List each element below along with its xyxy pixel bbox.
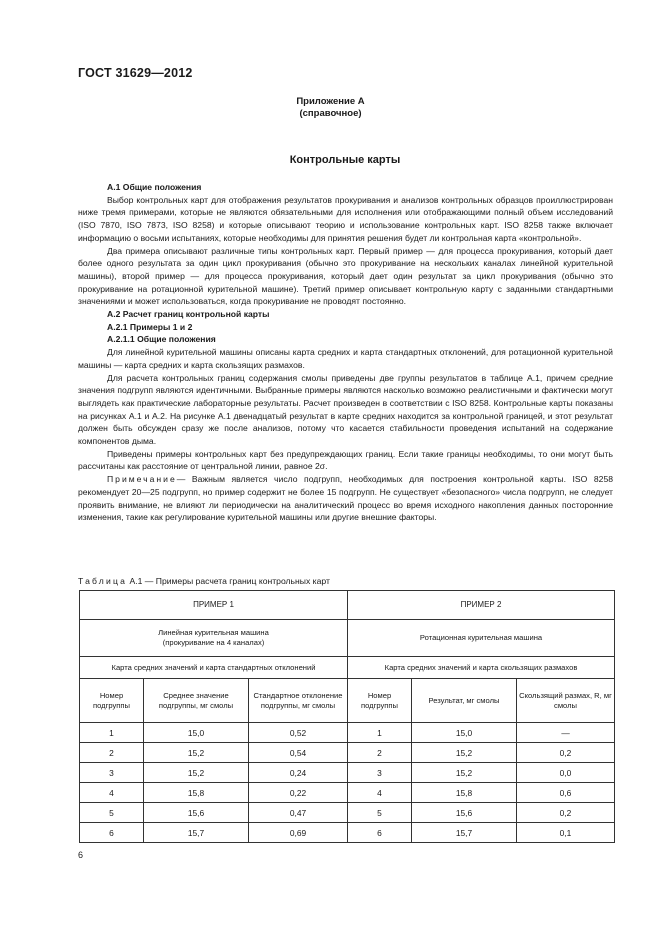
cell-sd: 0,54 [249, 743, 348, 763]
section-title: Контрольные карты [289, 154, 401, 166]
note [78, 473, 613, 524]
table-chart-row [80, 657, 615, 679]
table-row [80, 763, 615, 783]
paragraph-a1-1: Выбор контрольных карт для отображения результатов прокуривания и анализов контрольных образцов проиллюстрирован ниже тремя примерами, которые не являются обязательными для исполнения или отображающими полный объем исследований (ISO 7870, ISO 7873, ISO 8258) и которые описывают теорию и использование контрольных карт. ISO 8258 также включает информацию о восьми испытаниях, которые необходимы для принятия решения будет ли контрольная карта «контрольной». [78, 194, 613, 243]
cell-result: 15,2 [412, 763, 517, 783]
cell-subgroup-2: 2 [348, 743, 412, 763]
heading-a2-1-1: А.2.1.1 Общие положения [107, 334, 216, 345]
cell-subgroup-2: 3 [348, 763, 412, 783]
cell-range: 0,1 [517, 823, 615, 843]
table-row [80, 743, 615, 763]
cell-mean: 15,6 [144, 803, 249, 823]
col-header-subgroup-1: Номер подгруппы [80, 679, 144, 723]
heading-a2: А.2 Расчет границ контрольной карты [107, 309, 270, 320]
example2-chart: Карта средних значений и карта скользящих размахов [348, 657, 615, 679]
cell-mean: 15,2 [144, 763, 249, 783]
table-column-headers [80, 679, 615, 723]
table-row [80, 783, 615, 803]
paragraph-a2-2: Для расчета контрольных границ содержания смолы приведены две группы результатов в таблице А.1, причем средние значения подгрупп являются идентичными. Выбранные примеры являются насколько возможно реалистичными и фактически могут выглядеть как практические лабораторные результаты. Расчет произведен в соответствии с ISO 8258. Контрольные карты показаны на рисунках А.1 и А.2. На рисунке А.1 двенадцатый результат в карте средних находится за контрольной границей, и этот результат должен быть обсужден сразу же после анализов, потому что касается стабильности проведения испытаний на содержание компонентов дыма. [78, 372, 613, 447]
control-limits-table [79, 590, 615, 843]
example1-title: ПРИМЕР 1 [80, 591, 348, 620]
cell-result: 15,8 [412, 783, 517, 803]
example1-machine [80, 620, 348, 657]
cell-subgroup-2: 5 [348, 803, 412, 823]
heading-a2-1: А.2.1 Примеры 1 и 2 [107, 321, 193, 332]
paragraph-a2-1: Для линейной курительной машины описаны карта средних и карта стандартных отклонений, для ротационной курительной машины — карта средних и карта скользящих размахов. [78, 347, 613, 370]
page-number: 6 [78, 850, 84, 860]
example1-machine-line2: (прокуривание на 4 каналах) [162, 638, 265, 647]
cell-sd: 0,24 [249, 763, 348, 783]
appendix-heading [0, 96, 661, 120]
cell-subgroup-2: 6 [348, 823, 412, 843]
note-text: — Важным является число подгрупп, необходимых для построения контрольной карты. ISO 8258 рекомендует 20—25 подгрупп, но пример содержит не более 15 подгрупп. Не существует «безопасного» числа подгрупп, не следует проявить внимание, не влияют ли периодически на аналитический процесс во время исходного накопления данных посторонние изменения, такие как регулирование курительной машины или другие внешние факторы. [78, 474, 613, 523]
appendix-title: Приложение А [296, 96, 365, 107]
cell-range: 0,6 [517, 783, 615, 803]
cell-range: — [517, 723, 615, 743]
note-label: Примечание [107, 474, 177, 485]
cell-mean: 15,2 [144, 743, 249, 763]
heading-a1: А.1 Общие положения [107, 182, 202, 192]
col-header-mean: Среднее значение подгруппы, мг смолы [144, 679, 249, 723]
cell-sd: 0,52 [249, 723, 348, 743]
table-caption-label: Таблица [78, 576, 128, 586]
paragraph-a1-2: Два примера описывают различные типы контрольных карт. Первый пример — для процесса прокуривания, который дает более одного результата за один цикл прокуривания (обычно это прокуривание на нескольких каналах линейной курительной машины), второй пример — для процесса прокуривания, который дает один результат за цикл прокуривания (обычно это прокуривание на ротационной курительной машине). Третий пример описывает контрольную карту с заданными стандартными значениями и может использоваться, когда прокуривание не проводят постоянно. [78, 245, 613, 307]
col-header-range: Скользящий размах, R, мг смолы [517, 679, 615, 723]
col-header-subgroup-2: Номер подгруппы [348, 679, 412, 723]
example1-chart: Карта средних значений и карта стандартных отклонений [80, 657, 348, 679]
table-row [80, 723, 615, 743]
cell-subgroup-1: 6 [80, 823, 144, 843]
cell-range: 0,2 [517, 803, 615, 823]
col-header-result: Результат, мг смолы [412, 679, 517, 723]
cell-result: 15,0 [412, 723, 517, 743]
table-caption [78, 576, 330, 586]
col-header-sd: Стандартное отклонение подгруппы, мг смолы [249, 679, 348, 723]
example2-title: ПРИМЕР 2 [348, 591, 615, 620]
cell-result: 15,7 [412, 823, 517, 843]
cell-range: 0,0 [517, 763, 615, 783]
cell-subgroup-1: 3 [80, 763, 144, 783]
table-caption-text: А.1 — Примеры расчета границ контрольных карт [129, 576, 330, 586]
table-header-row [80, 591, 615, 620]
cell-subgroup-2: 4 [348, 783, 412, 803]
cell-subgroup-1: 4 [80, 783, 144, 803]
cell-sd: 0,47 [249, 803, 348, 823]
table-row [80, 803, 615, 823]
appendix-subtitle: (справочное) [299, 108, 362, 119]
cell-mean: 15,0 [144, 723, 249, 743]
cell-sd: 0,22 [249, 783, 348, 803]
cell-subgroup-1: 1 [80, 723, 144, 743]
example1-machine-line1: Линейная курительная машина [158, 628, 269, 637]
table-row [80, 823, 615, 843]
cell-range: 0,2 [517, 743, 615, 763]
cell-result: 15,2 [412, 743, 517, 763]
cell-mean: 15,8 [144, 783, 249, 803]
paragraph-a2-3: Приведены примеры контрольных карт без предупреждающих границ. Если такие границы необходимы, то они могут быть рассчитаны как расстояние от центральной линии, равное 2σ. [78, 448, 613, 472]
body-text [78, 181, 613, 524]
cell-sd: 0,69 [249, 823, 348, 843]
cell-result: 15,6 [412, 803, 517, 823]
cell-mean: 15,7 [144, 823, 249, 843]
standard-code: ГОСТ 31629—2012 [78, 66, 193, 80]
example2-machine: Ротационная курительная машина [348, 620, 615, 657]
cell-subgroup-1: 5 [80, 803, 144, 823]
cell-subgroup-1: 2 [80, 743, 144, 763]
table-machine-row [80, 620, 615, 657]
cell-subgroup-2: 1 [348, 723, 412, 743]
